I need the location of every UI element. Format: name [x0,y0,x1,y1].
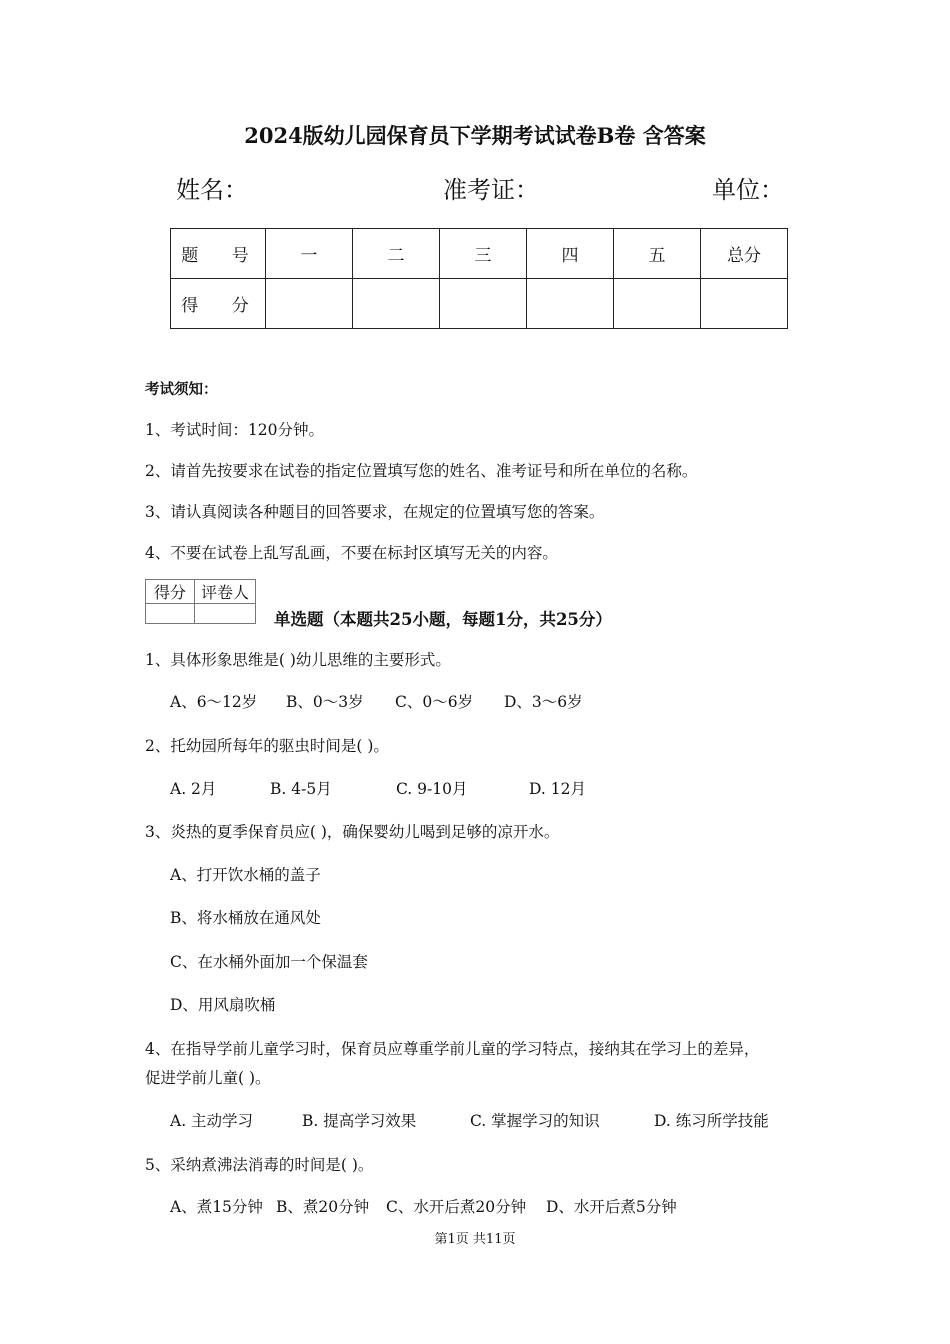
option[interactable]: C、水开后煮20分钟 [386,1198,527,1216]
option[interactable]: B、将水桶放在通风处 [170,909,321,927]
option[interactable]: C. 9-10月 [396,780,468,798]
question-stem: 2、托幼园所每年的驱虫时间是( )。 [145,737,389,755]
grader-name-cell[interactable] [195,604,256,624]
exam-id-label: 准考证： [443,176,539,204]
grader-box [145,579,256,624]
option[interactable]: D、3～6岁 [504,693,583,711]
score-cell: 二 [353,229,440,279]
option[interactable]: B. 提高学习效果 [302,1112,417,1130]
notice-item: 4、不要在试卷上乱写乱画，不要在标封区填写无关的内容。 [145,544,558,562]
option[interactable]: D. 12月 [529,780,586,798]
score-input-cell[interactable] [353,279,440,329]
option[interactable]: D、水开后煮5分钟 [546,1198,677,1216]
score-cell: 得 分 [171,279,266,329]
option[interactable]: C、0～6岁 [395,693,474,711]
score-cell: 题 号 [171,229,266,279]
page-footer: 第1页 共11页 [434,1232,516,1247]
option[interactable]: A. 2月 [170,780,217,798]
question-stem-continued: 促进学前儿童( )。 [145,1069,271,1087]
score-input-cell[interactable] [527,279,614,329]
option[interactable]: A、煮15分钟 [170,1198,263,1216]
score-table [170,228,788,329]
score-input-cell[interactable] [614,279,701,329]
option[interactable]: A、6～12岁 [170,693,258,711]
score-input-cell[interactable] [701,279,788,329]
score-cell: 一 [266,229,353,279]
option[interactable]: B、煮20分钟 [276,1198,370,1216]
score-cell: 三 [440,229,527,279]
option[interactable]: B. 4-5月 [270,780,332,798]
question-stem: 3、炎热的夏季保育员应( )，确保婴幼儿喝到足够的凉开水。 [145,823,560,841]
page-title: 2024版幼儿园保育员下学期考试试卷B卷 含答案 [244,123,706,148]
name-label: 姓名： [176,176,248,204]
score-input-cell[interactable] [440,279,527,329]
section-heading: 单选题（本题共25小题，每题1分，共25分） [274,610,612,629]
unit-label: 单位： [712,176,784,204]
option[interactable]: D. 练习所学技能 [654,1112,769,1130]
score-table-score-row [171,279,788,329]
option[interactable]: A. 主动学习 [170,1112,254,1130]
grader-score-label: 得分 [146,580,195,604]
option[interactable]: C. 掌握学习的知识 [470,1112,600,1130]
notice-item: 2、请首先按要求在试卷的指定位置填写您的姓名、准考证号和所在单位的名称。 [145,462,698,480]
score-input-cell[interactable] [266,279,353,329]
notice-heading: 考试须知： [145,381,218,398]
option[interactable]: C、在水桶外面加一个保温套 [170,953,368,971]
option[interactable]: A、打开饮水桶的盖子 [170,866,321,884]
question-stem: 1、具体形象思维是( )幼儿思维的主要形式。 [145,651,451,669]
score-cell: 四 [527,229,614,279]
score-table-header-row [171,229,788,279]
score-cell: 五 [614,229,701,279]
question-stem: 5、采纳煮沸法消毒的时间是( )。 [145,1156,374,1174]
score-cell: 总分 [701,229,788,279]
notice-item: 3、请认真阅读各种题目的回答要求，在规定的位置填写您的答案。 [145,503,605,521]
grader-score-cell[interactable] [146,604,195,624]
question-stem: 4、在指导学前儿童学习时，保育员应尊重学前儿童的学习特点，接纳其在学习上的差异， [145,1040,760,1058]
notice-item: 1、考试时间：120分钟。 [145,421,324,439]
option[interactable]: D、用风扇吹桶 [170,996,276,1014]
grader-name-label: 评卷人 [195,580,256,604]
option[interactable]: B、0～3岁 [286,693,364,711]
